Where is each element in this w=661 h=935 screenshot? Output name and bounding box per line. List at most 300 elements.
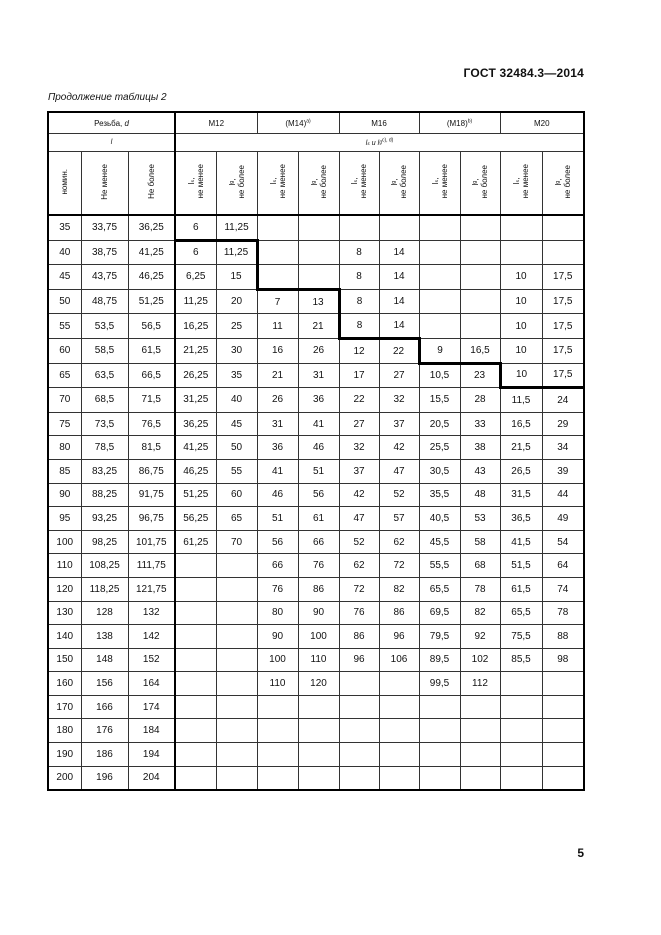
table-cell: 110 bbox=[298, 648, 339, 672]
table-row bbox=[48, 554, 584, 578]
table-cell: 93,25 bbox=[81, 507, 128, 531]
table-cell bbox=[379, 215, 419, 240]
group-header-m18 bbox=[419, 112, 500, 134]
table-cell: 51,25 bbox=[128, 289, 175, 314]
table-cell: 47 bbox=[379, 459, 419, 483]
subheader-text: lᵍ, не более bbox=[553, 164, 572, 199]
table-cell: 82 bbox=[460, 601, 500, 625]
table-cell: 66 bbox=[298, 530, 339, 554]
table-cell: 72 bbox=[339, 577, 379, 601]
group-header-m20 bbox=[500, 112, 584, 134]
table-cell bbox=[379, 766, 419, 790]
table-cell bbox=[460, 695, 500, 719]
table-cell: 60 bbox=[216, 483, 257, 507]
subheader-min bbox=[81, 152, 128, 216]
table-cell: 8 bbox=[339, 265, 379, 290]
table-cell: 27 bbox=[379, 363, 419, 388]
table-cell bbox=[298, 695, 339, 719]
table-cell: 40 bbox=[216, 388, 257, 413]
table-cell bbox=[339, 743, 379, 767]
table-cell: 45 bbox=[216, 412, 257, 436]
group-label: (M18) bbox=[446, 118, 468, 128]
table-cell: 40,5 bbox=[419, 507, 460, 531]
subheader-text: Не более bbox=[146, 164, 156, 199]
table-row bbox=[48, 766, 584, 790]
subheader-text: lᵍ, не более bbox=[471, 164, 490, 199]
table-cell bbox=[216, 766, 257, 790]
table-cell: 68 bbox=[460, 554, 500, 578]
table-cell: 86 bbox=[379, 601, 419, 625]
table-cell: 82 bbox=[379, 577, 419, 601]
table-cell: 200 bbox=[48, 766, 81, 790]
table-cell bbox=[175, 672, 216, 696]
table-cell: 65 bbox=[48, 363, 81, 388]
table-cell bbox=[419, 719, 460, 743]
table-cell: 64 bbox=[542, 554, 584, 578]
table-cell: 65,5 bbox=[500, 601, 542, 625]
table-cell: 33,75 bbox=[81, 215, 128, 240]
table-cell: 100 bbox=[257, 648, 298, 672]
table-cell: 33 bbox=[460, 412, 500, 436]
table-cell: 88,25 bbox=[81, 483, 128, 507]
table-cell: 16 bbox=[257, 338, 298, 363]
table-cell bbox=[460, 314, 500, 339]
table-cell: 138 bbox=[81, 625, 128, 649]
table-cell bbox=[542, 719, 584, 743]
table-cell: 21 bbox=[298, 314, 339, 339]
table-cell: 148 bbox=[81, 648, 128, 672]
thread-header bbox=[48, 112, 175, 134]
table-cell bbox=[216, 672, 257, 696]
table-cell bbox=[257, 695, 298, 719]
table-cell: 51 bbox=[298, 459, 339, 483]
table-cell: 11,25 bbox=[216, 240, 257, 265]
table-cell bbox=[542, 695, 584, 719]
subheader-text: lₛ, не менее bbox=[512, 164, 531, 199]
length-l-label: l bbox=[110, 139, 113, 146]
table-cell: 26 bbox=[257, 388, 298, 413]
table-cell: 76 bbox=[339, 601, 379, 625]
table-cell: 90 bbox=[298, 601, 339, 625]
table-cell bbox=[216, 577, 257, 601]
table-cell bbox=[257, 265, 298, 290]
table-cell: 96 bbox=[339, 648, 379, 672]
table-row bbox=[48, 719, 584, 743]
table-cell bbox=[542, 672, 584, 696]
table-cell: 41 bbox=[257, 459, 298, 483]
table-cell: 66,5 bbox=[128, 363, 175, 388]
table-cell: 118,25 bbox=[81, 577, 128, 601]
table-cell: 156 bbox=[81, 672, 128, 696]
table-row bbox=[48, 695, 584, 719]
table-cell: 17 bbox=[339, 363, 379, 388]
table-cell bbox=[175, 719, 216, 743]
table-cell: 35 bbox=[216, 363, 257, 388]
table-cell: 74 bbox=[542, 577, 584, 601]
table-cell: 31,25 bbox=[175, 388, 216, 413]
table-cell: 190 bbox=[48, 743, 81, 767]
table-cell: 86,75 bbox=[128, 459, 175, 483]
table-cell: 37 bbox=[379, 412, 419, 436]
table-cell: 140 bbox=[48, 625, 81, 649]
table-cell bbox=[419, 766, 460, 790]
table-cell: 27 bbox=[339, 412, 379, 436]
table-cell bbox=[257, 719, 298, 743]
subheader-lg bbox=[379, 152, 419, 216]
table-cell bbox=[298, 766, 339, 790]
table-cell: 92 bbox=[460, 625, 500, 649]
table-cell: 99,5 bbox=[419, 672, 460, 696]
subheader-text: lᵍ, не более bbox=[390, 164, 409, 199]
table-cell: 70 bbox=[216, 530, 257, 554]
table-cell: 98 bbox=[542, 648, 584, 672]
table-cell bbox=[460, 719, 500, 743]
table-cell: 89,5 bbox=[419, 648, 460, 672]
table-cell: 11 bbox=[257, 314, 298, 339]
table-cell: 75,5 bbox=[500, 625, 542, 649]
table-cell: 43 bbox=[460, 459, 500, 483]
table-cell: 58,5 bbox=[81, 338, 128, 363]
table-cell: 96 bbox=[379, 625, 419, 649]
table-cell: 85,5 bbox=[500, 648, 542, 672]
subheader-lg bbox=[460, 152, 500, 216]
table-cell: 17,5 bbox=[542, 338, 584, 363]
table-cell: 21 bbox=[257, 363, 298, 388]
table-cell: 152 bbox=[128, 648, 175, 672]
table-cell: 110 bbox=[257, 672, 298, 696]
table-row bbox=[48, 459, 584, 483]
table-cell: 132 bbox=[128, 601, 175, 625]
group-footnote: a) bbox=[306, 117, 311, 124]
table-cell: 8 bbox=[339, 240, 379, 265]
table-cell: 101,75 bbox=[128, 530, 175, 554]
table-cell: 150 bbox=[48, 648, 81, 672]
table-cell: 96,75 bbox=[128, 507, 175, 531]
table-cell: 42 bbox=[379, 436, 419, 460]
table-cell bbox=[175, 577, 216, 601]
table-cell bbox=[257, 215, 298, 240]
table-row bbox=[48, 338, 584, 363]
table-cell: 41,5 bbox=[500, 530, 542, 554]
table-cell: 52 bbox=[379, 483, 419, 507]
table-cell: 61 bbox=[298, 507, 339, 531]
table-cell: 26,25 bbox=[175, 363, 216, 388]
subheader-ls bbox=[257, 152, 298, 216]
table-cell: 22 bbox=[339, 388, 379, 413]
table-cell: 41,25 bbox=[175, 436, 216, 460]
table-cell: 65 bbox=[216, 507, 257, 531]
table-cell: 57 bbox=[379, 507, 419, 531]
table-cell: 35 bbox=[48, 215, 81, 240]
table-cell bbox=[460, 215, 500, 240]
table-cell: 184 bbox=[128, 719, 175, 743]
table-cell bbox=[500, 719, 542, 743]
table-cell: 10 bbox=[500, 363, 542, 388]
table-cell: 53,5 bbox=[81, 314, 128, 339]
table-cell: 38,75 bbox=[81, 240, 128, 265]
table-row bbox=[48, 436, 584, 460]
table-cell bbox=[419, 289, 460, 314]
table-cell: 70 bbox=[48, 388, 81, 413]
table-cell: 65,5 bbox=[419, 577, 460, 601]
table-cell: 36,25 bbox=[175, 412, 216, 436]
table-cell bbox=[298, 215, 339, 240]
table-cell bbox=[339, 766, 379, 790]
table-row bbox=[48, 530, 584, 554]
table-row bbox=[48, 648, 584, 672]
table-cell bbox=[542, 743, 584, 767]
table-cell: 55,5 bbox=[419, 554, 460, 578]
table-cell: 50 bbox=[216, 436, 257, 460]
table-cell bbox=[175, 625, 216, 649]
table-cell: 14 bbox=[379, 240, 419, 265]
table-cell bbox=[175, 695, 216, 719]
subheader-max bbox=[128, 152, 175, 216]
table-cell: 130 bbox=[48, 601, 81, 625]
table-cell: 23 bbox=[460, 363, 500, 388]
table-cell: 25 bbox=[216, 314, 257, 339]
table-cell: 83,25 bbox=[81, 459, 128, 483]
table-cell: 45 bbox=[48, 265, 81, 290]
table-cell: 79,5 bbox=[419, 625, 460, 649]
table-cell: 100 bbox=[298, 625, 339, 649]
table-cell: 196 bbox=[81, 766, 128, 790]
table-cell bbox=[175, 743, 216, 767]
table-row bbox=[48, 625, 584, 649]
table-cell: 78,5 bbox=[81, 436, 128, 460]
table-cell bbox=[216, 601, 257, 625]
table-cell: 108,25 bbox=[81, 554, 128, 578]
table-cell bbox=[419, 215, 460, 240]
table-body bbox=[48, 215, 584, 790]
subheader-ls bbox=[419, 152, 460, 216]
table-cell: 10 bbox=[500, 338, 542, 363]
table-cell: 121,75 bbox=[128, 577, 175, 601]
table-cell: 41 bbox=[298, 412, 339, 436]
table-cell: 29 bbox=[542, 412, 584, 436]
table-cell: 73,5 bbox=[81, 412, 128, 436]
table-cell: 166 bbox=[81, 695, 128, 719]
table-cell bbox=[257, 766, 298, 790]
table-cell: 12 bbox=[339, 338, 379, 363]
table-cell: 56 bbox=[298, 483, 339, 507]
table-cell: 43,75 bbox=[81, 265, 128, 290]
subheader-text: lᵍ, не более bbox=[227, 164, 246, 199]
table-cell: 170 bbox=[48, 695, 81, 719]
table-cell: 51 bbox=[257, 507, 298, 531]
table-cell bbox=[216, 554, 257, 578]
table-cell: 14 bbox=[379, 314, 419, 339]
table-cell: 8 bbox=[339, 314, 379, 339]
table-cell bbox=[339, 719, 379, 743]
table-cell: 25,5 bbox=[419, 436, 460, 460]
table-cell: 50 bbox=[48, 289, 81, 314]
table-cell: 16,5 bbox=[460, 338, 500, 363]
table-cell: 22 bbox=[379, 338, 419, 363]
table-cell bbox=[460, 265, 500, 290]
table-cell: 17,5 bbox=[542, 363, 584, 388]
table-cell: 48 bbox=[460, 483, 500, 507]
table-cell: 20,5 bbox=[419, 412, 460, 436]
table-cell: 14 bbox=[379, 289, 419, 314]
subheader-ls bbox=[500, 152, 542, 216]
table-cell: 10 bbox=[500, 314, 542, 339]
document-standard-number: ГОСТ 32484.3—2014 bbox=[463, 66, 584, 80]
group-header-m14 bbox=[257, 112, 339, 134]
table-cell: 56 bbox=[257, 530, 298, 554]
table-cell: 15 bbox=[216, 265, 257, 290]
table-cell: 55 bbox=[216, 459, 257, 483]
table-cell: 36,5 bbox=[500, 507, 542, 531]
group-footnote: b) bbox=[467, 117, 473, 124]
table-cell: 71,5 bbox=[128, 388, 175, 413]
table-cell: 10 bbox=[500, 265, 542, 290]
table-cell: 128 bbox=[81, 601, 128, 625]
subheader-text: lₛ, не менее bbox=[186, 164, 205, 199]
table-cell bbox=[460, 289, 500, 314]
table-cell: 17,5 bbox=[542, 314, 584, 339]
table-cell: 61,5 bbox=[128, 338, 175, 363]
table-cell: 21,25 bbox=[175, 338, 216, 363]
table-row bbox=[48, 483, 584, 507]
table-cell: 120 bbox=[48, 577, 81, 601]
table-cell bbox=[379, 719, 419, 743]
subheader-lg bbox=[216, 152, 257, 216]
table-cell bbox=[257, 240, 298, 265]
table-cell: 88 bbox=[542, 625, 584, 649]
table-row bbox=[48, 577, 584, 601]
table-cell: 45,5 bbox=[419, 530, 460, 554]
subheader-text: lₛ, не менее bbox=[430, 164, 449, 199]
table-cell bbox=[419, 695, 460, 719]
table-cell: 51,5 bbox=[500, 554, 542, 578]
table-cell bbox=[500, 695, 542, 719]
table-cell: 20 bbox=[216, 289, 257, 314]
table-cell: 32 bbox=[379, 388, 419, 413]
table-cell: 16,5 bbox=[500, 412, 542, 436]
table-cell: 24 bbox=[542, 388, 584, 413]
table-cell bbox=[298, 719, 339, 743]
table-row bbox=[48, 507, 584, 531]
table-caption: Продолжение таблицы 2 bbox=[48, 92, 167, 103]
table-cell: 48,75 bbox=[81, 289, 128, 314]
page-number: 5 bbox=[577, 846, 584, 860]
table-cell: 60 bbox=[48, 338, 81, 363]
table-cell: 61,25 bbox=[175, 530, 216, 554]
table-cell: 6 bbox=[175, 215, 216, 240]
table-cell bbox=[175, 648, 216, 672]
table-cell: 40 bbox=[48, 240, 81, 265]
table-cell: 91,75 bbox=[128, 483, 175, 507]
table-row bbox=[48, 388, 584, 413]
table-cell bbox=[216, 648, 257, 672]
table-cell bbox=[500, 766, 542, 790]
table-cell: 11,25 bbox=[216, 215, 257, 240]
table-cell: 110 bbox=[48, 554, 81, 578]
table-cell bbox=[379, 743, 419, 767]
table-cell: 52 bbox=[339, 530, 379, 554]
table-cell: 8 bbox=[339, 289, 379, 314]
table-cell: 102 bbox=[460, 648, 500, 672]
table-cell: 86 bbox=[298, 577, 339, 601]
subheader-text: lₛ, не менее bbox=[350, 164, 369, 199]
table-cell: 76,5 bbox=[128, 412, 175, 436]
table-cell: 76 bbox=[257, 577, 298, 601]
group-label: M16 bbox=[371, 118, 387, 128]
table-cell: 204 bbox=[128, 766, 175, 790]
table-cell: 164 bbox=[128, 672, 175, 696]
table-cell: 194 bbox=[128, 743, 175, 767]
table-cell: 26 bbox=[298, 338, 339, 363]
table-row bbox=[48, 412, 584, 436]
table-cell: 98,25 bbox=[81, 530, 128, 554]
group-label: (M14) bbox=[285, 118, 307, 128]
table-row bbox=[48, 363, 584, 388]
table-cell: 80 bbox=[257, 601, 298, 625]
table-cell: 100 bbox=[48, 530, 81, 554]
table-cell: 63,5 bbox=[81, 363, 128, 388]
ls-lg-header bbox=[175, 134, 584, 152]
ls-lg-label: lₛ и lᵍ bbox=[365, 139, 382, 147]
table-cell bbox=[175, 766, 216, 790]
table-cell bbox=[298, 743, 339, 767]
table-cell: 7 bbox=[257, 289, 298, 314]
table-cell bbox=[542, 240, 584, 265]
table-row bbox=[48, 743, 584, 767]
table-cell: 61,5 bbox=[500, 577, 542, 601]
table-cell: 78 bbox=[542, 601, 584, 625]
table-cell: 112 bbox=[460, 672, 500, 696]
table-cell: 51,25 bbox=[175, 483, 216, 507]
table-cell bbox=[419, 240, 460, 265]
thread-header-variable: d bbox=[124, 118, 129, 128]
thread-header-label: Резьба, bbox=[94, 118, 123, 128]
table-cell: 35,5 bbox=[419, 483, 460, 507]
table-cell bbox=[175, 601, 216, 625]
table-cell: 39 bbox=[542, 459, 584, 483]
table-cell: 46,25 bbox=[128, 265, 175, 290]
table-cell bbox=[542, 766, 584, 790]
table-cell: 11,25 bbox=[175, 289, 216, 314]
table-cell: 36,25 bbox=[128, 215, 175, 240]
table-cell: 54 bbox=[542, 530, 584, 554]
subheader-ls bbox=[339, 152, 379, 216]
table-cell: 47 bbox=[339, 507, 379, 531]
table-cell bbox=[257, 743, 298, 767]
table-cell: 16,25 bbox=[175, 314, 216, 339]
table-cell: 85 bbox=[48, 459, 81, 483]
table-cell: 174 bbox=[128, 695, 175, 719]
table-cell bbox=[379, 695, 419, 719]
table-cell bbox=[175, 554, 216, 578]
table-cell bbox=[500, 215, 542, 240]
table-cell: 46 bbox=[298, 436, 339, 460]
group-header-m16 bbox=[339, 112, 419, 134]
table-cell bbox=[216, 719, 257, 743]
table-cell bbox=[460, 240, 500, 265]
group-header-m12 bbox=[175, 112, 257, 134]
table-cell: 31 bbox=[257, 412, 298, 436]
table-cell: 56,5 bbox=[128, 314, 175, 339]
table-cell: 42 bbox=[339, 483, 379, 507]
table-cell: 30 bbox=[216, 338, 257, 363]
subheader-lg bbox=[542, 152, 584, 216]
table-cell: 11,5 bbox=[500, 388, 542, 413]
table-cell bbox=[542, 215, 584, 240]
table-cell: 37 bbox=[339, 459, 379, 483]
table-cell bbox=[419, 743, 460, 767]
table-cell: 21,5 bbox=[500, 436, 542, 460]
